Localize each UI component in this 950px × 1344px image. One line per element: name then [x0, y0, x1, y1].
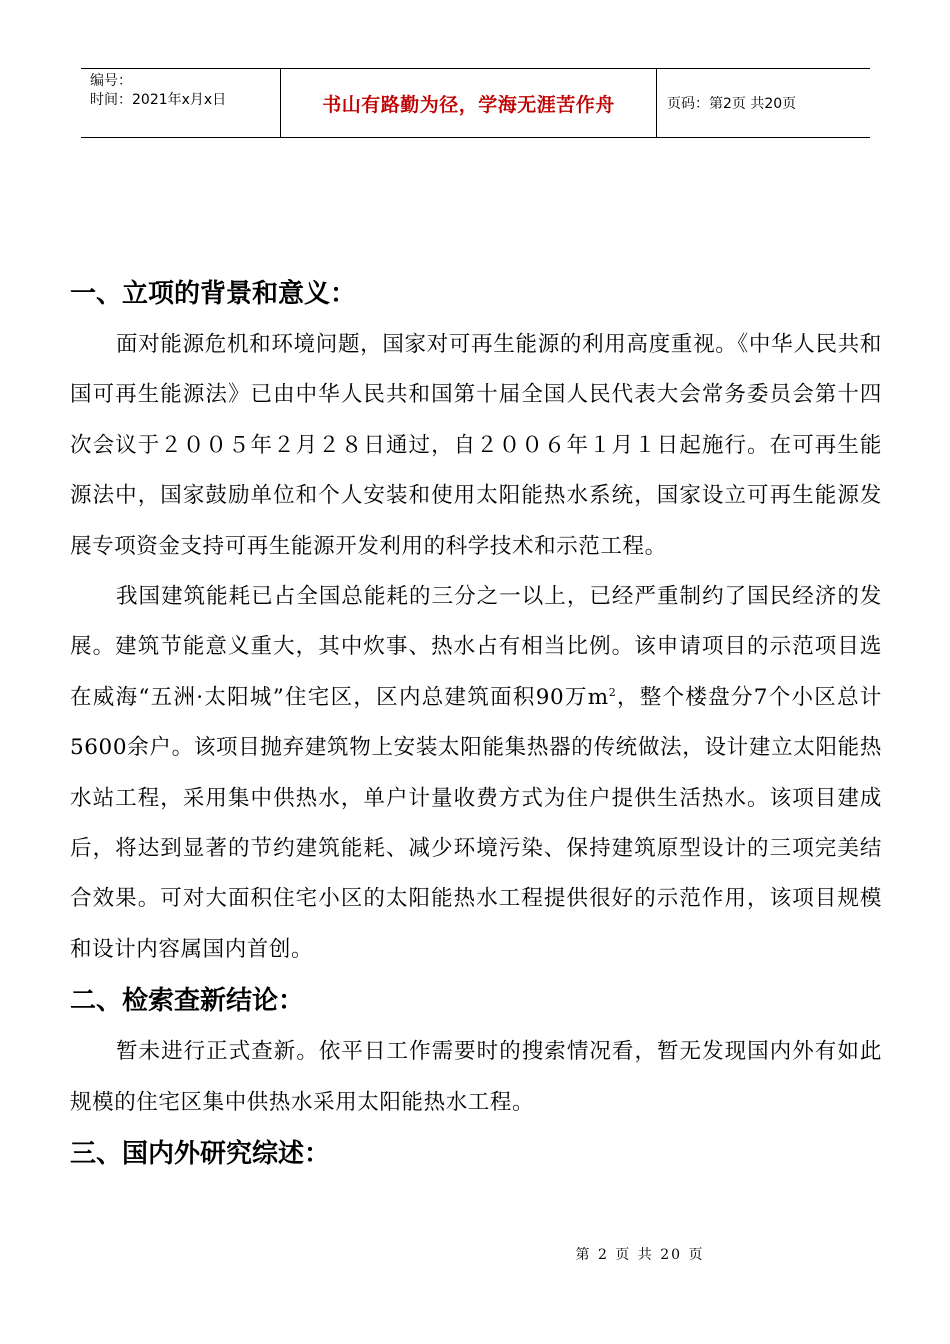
- paragraph-novelty-search: 暂未进行正式查新。依平日工作需要时的搜索情况看，暂无发现国内外有如此规模的住宅区集中供热水采用太阳能热水工程。: [70, 1039, 882, 1115]
- paragraph-text: ，整个楼盘分7个小区总计5600余户。该项目抛弃建筑物上安装太阳能集热器的传统做法，设计建立太阳能热水站工程，采用集中供热水，单户计量收费方式为住户提供生活热水。该项目建成后，将达到显著的节约建筑能耗、减少环境污染、保持建筑原型设计的三项完美结合效果。可对大面积住宅小区的太阳能热水工程提供很好的示范作用，该项目规模和设计内容属国内首创。: [70, 684, 882, 962]
- superscript: 2: [608, 685, 617, 699]
- section-heading-novelty-search: 二、检索查新结论：: [70, 986, 305, 1017]
- page-footer: 第 2 页 共 20 页: [575, 1247, 705, 1263]
- paragraph-background-2: [70, 572, 882, 975]
- header-page-label: 页码：第2页 共20页: [667, 96, 797, 112]
- time-label: 时间：2021年x月x日: [90, 92, 227, 108]
- page-header: [81, 68, 870, 138]
- document-body: [70, 268, 882, 1180]
- header-meta: [81, 69, 281, 137]
- section-heading-background: 一、立项的背景和意义：: [70, 279, 357, 309]
- paragraph-background-1: 面对能源危机和环境问题，国家对可再生能源的利用高度重视。《中华人民共和国可再生能源法》已由中华人民共和国第十届全国人民代表大会常务委员会第十四次会议于２００５年２月２８日通过，自２００６年１月１日起施行。在可再生能源法中，国家鼓励单位和个人安装和使用太阳能热水系统，国家设立可再生能源发展专项资金支持可再生能源开发利用的科学技术和示范工程。: [70, 332, 882, 559]
- header-motto: 书山有路勤为径，学海无涯苦作舟: [281, 69, 657, 137]
- paragraph-text: 我国建筑能耗已占全国总能耗的三分之一以上，已经严重制约了国民经济的发展。建筑节能意义重大，其中炊事、热水占有相当比例。该申请项目的示范项目选在威海“五洲·太阳城”住宅区，区内总建筑面积90万m: [70, 584, 882, 710]
- section-heading-research-review: 三、国内外研究综述：: [70, 1139, 331, 1170]
- number-label: 编号：: [90, 73, 132, 89]
